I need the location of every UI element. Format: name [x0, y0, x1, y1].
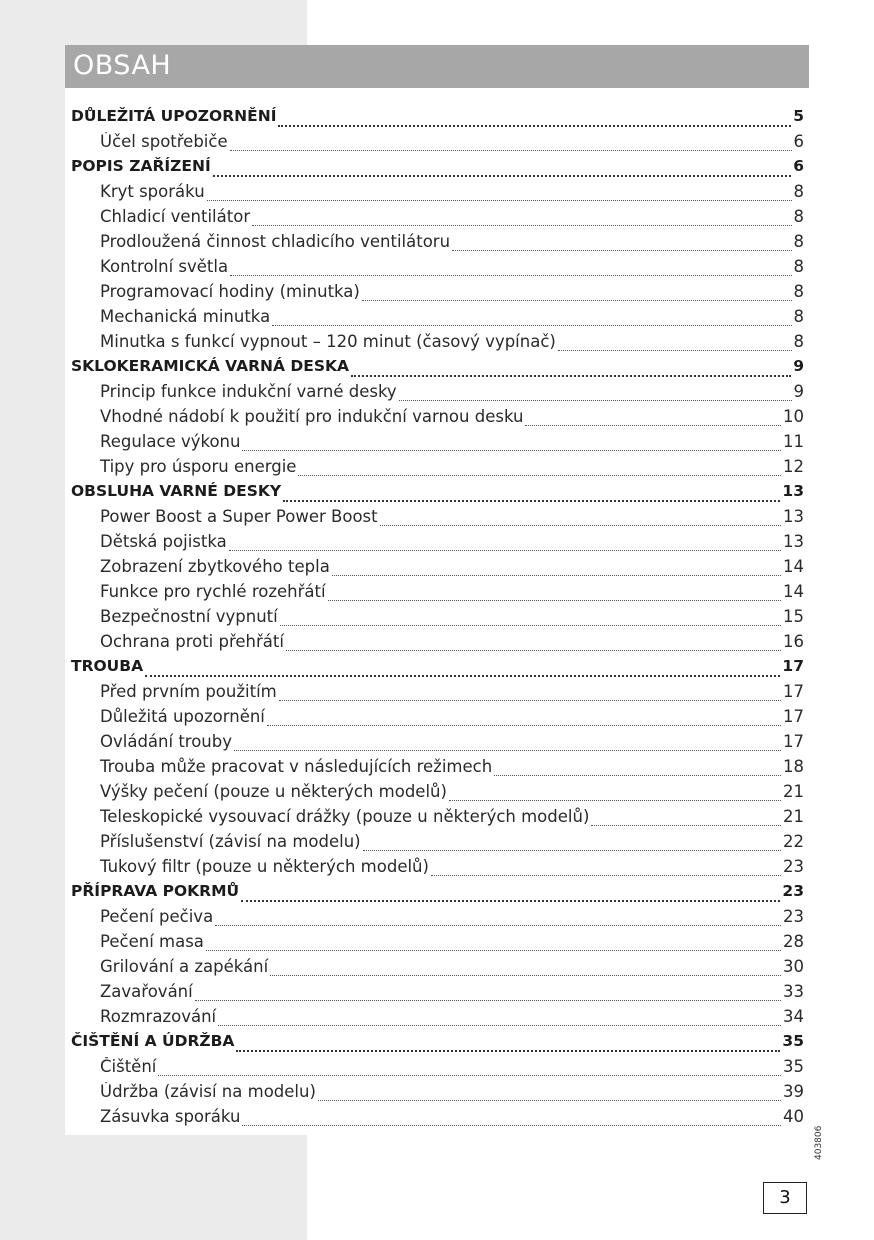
toc-entry-label: Rozmrazování [100, 1007, 217, 1026]
toc-subsection-entry[interactable] [71, 457, 804, 482]
toc-entry-label: Zobrazení zbytkového tepla [100, 557, 330, 576]
dot-leader [286, 632, 781, 657]
toc-entry-label: Zásuvka sporáku [100, 1107, 241, 1126]
toc-subsection-entry[interactable] [71, 407, 804, 432]
toc-subsection-entry[interactable] [71, 207, 804, 232]
toc-entry-label: Bezpečnostní vypnutí [100, 607, 278, 626]
dot-leader [279, 682, 781, 707]
table-of-contents [71, 107, 804, 1132]
dot-leader [278, 107, 791, 132]
toc-section-entry[interactable] [71, 357, 804, 382]
dot-leader [230, 132, 792, 157]
toc-entry-label: Před prvním použitím [100, 682, 277, 701]
dot-leader [242, 432, 781, 457]
toc-entry-page: 23 [783, 857, 804, 876]
toc-entry-page: 13 [783, 532, 804, 551]
toc-entry-page: 17 [783, 707, 804, 726]
toc-entry-page: 8 [793, 332, 804, 351]
toc-entry-page: 10 [783, 407, 804, 426]
dot-leader [252, 207, 791, 232]
toc-entry-page: 21 [783, 782, 804, 801]
toc-subsection-entry[interactable] [71, 557, 804, 582]
toc-entry-label: Programovací hodiny (minutka) [100, 282, 360, 301]
document-code: 403806 [814, 1125, 824, 1160]
toc-entry-page: 12 [783, 457, 804, 476]
toc-entry-label: OBSLUHA VARNÉ DESKY [71, 482, 282, 500]
toc-entry-page: 6 [793, 132, 804, 151]
toc-entry-label: Trouba může pracovat v následujících režimech [100, 757, 493, 776]
toc-subsection-entry[interactable] [71, 507, 804, 532]
page-number-box [763, 1182, 807, 1214]
toc-entry-label: Dětská pojistka [100, 532, 227, 551]
toc-entry-label: Ochrana proti přehřátí [100, 632, 284, 651]
toc-entry-page: 33 [783, 982, 804, 1001]
dot-leader [207, 182, 792, 207]
toc-entry-label: Grilování a zapékání [100, 957, 269, 976]
toc-entry-page: 23 [782, 882, 804, 900]
dot-leader [218, 1007, 781, 1032]
toc-subsection-entry[interactable] [71, 582, 804, 607]
dot-leader [280, 607, 781, 632]
toc-entry-label: POPIS ZAŘÍZENÍ [71, 157, 211, 175]
toc-entry-label: Tipy pro úsporu energie [100, 457, 297, 476]
toc-entry-page: 13 [782, 482, 804, 500]
toc-entry-page: 8 [793, 182, 804, 201]
toc-entry-label: PŘÍPRAVA POKRMŮ [71, 882, 240, 900]
toc-subsection-entry[interactable] [71, 332, 804, 357]
page-title: OBSAH [73, 50, 172, 81]
toc-entry-page: 18 [783, 757, 804, 776]
toc-entry-label: Kontrolní světla [100, 257, 229, 276]
toc-entry-page: 9 [793, 357, 804, 375]
toc-entry-page: 28 [783, 932, 804, 951]
toc-entry-label: Důležitá upozornění [100, 707, 265, 726]
toc-entry-page: 8 [793, 232, 804, 251]
toc-entry-page: 8 [793, 307, 804, 326]
toc-subsection-entry[interactable] [71, 857, 804, 882]
toc-entry-label: Chladicí ventilátor [100, 207, 251, 226]
toc-subsection-entry[interactable] [71, 607, 804, 632]
toc-entry-page: 34 [783, 1007, 804, 1026]
toc-subsection-entry[interactable] [71, 307, 804, 332]
dot-leader [213, 157, 791, 182]
toc-entry-page: 35 [783, 1057, 804, 1076]
toc-entry-label: Teleskopické vysouvací drážky (pouze u některých modelů) [100, 807, 590, 826]
dot-leader [241, 882, 780, 907]
toc-subsection-entry[interactable] [71, 382, 804, 407]
dot-leader [452, 232, 791, 257]
toc-subsection-entry[interactable] [71, 932, 804, 957]
toc-subsection-entry[interactable] [71, 532, 804, 557]
toc-section-entry[interactable] [71, 1032, 804, 1057]
toc-entry-label: Prodloužená činnost chladicího ventilátoru [100, 232, 451, 251]
dot-leader [229, 532, 781, 557]
dot-leader [236, 1032, 780, 1057]
toc-subsection-entry[interactable] [71, 982, 804, 1007]
toc-subsection-entry[interactable] [71, 707, 804, 732]
dot-leader [298, 457, 781, 482]
toc-subsection-entry[interactable] [71, 432, 804, 457]
dot-leader [449, 782, 781, 807]
dot-leader [431, 857, 781, 882]
toc-entry-page: 17 [783, 682, 804, 701]
dot-leader [362, 282, 792, 307]
dot-leader [380, 507, 781, 532]
toc-entry-page: 35 [782, 1032, 804, 1050]
toc-subsection-entry[interactable] [71, 632, 804, 657]
toc-entry-page: 23 [783, 907, 804, 926]
dot-leader [206, 932, 781, 957]
dot-leader [332, 557, 781, 582]
toc-entry-label: Pečení pečiva [100, 907, 214, 926]
toc-entry-label: DŮLEŽITÁ UPOZORNĚNÍ [71, 107, 277, 125]
toc-entry-label: Příslušenství (závisí na modelu) [100, 832, 361, 851]
toc-entry-page: 8 [793, 257, 804, 276]
toc-entry-page: 17 [783, 732, 804, 751]
toc-section-entry[interactable] [71, 482, 804, 507]
toc-entry-label: Ovládání trouby [100, 732, 232, 751]
toc-entry-page: 9 [793, 382, 804, 401]
toc-section-entry[interactable] [71, 882, 804, 907]
toc-entry-label: Funkce pro rychlé rozehřátí [100, 582, 326, 601]
dot-leader [363, 832, 781, 857]
toc-entry-page: 40 [783, 1107, 804, 1126]
toc-subsection-entry[interactable] [71, 182, 804, 207]
toc-entry-page: 14 [783, 557, 804, 576]
toc-entry-page: 22 [783, 832, 804, 851]
toc-subsection-entry[interactable] [71, 732, 804, 757]
toc-subsection-entry[interactable] [71, 807, 804, 832]
toc-entry-label: Vhodné nádobí k použití pro indukční varnou desku [100, 407, 524, 426]
toc-subsection-entry[interactable] [71, 132, 804, 157]
toc-panel [65, 45, 809, 1135]
toc-entry-label: Výšky pečení (pouze u některých modelů) [100, 782, 447, 801]
toc-entry-page: 17 [782, 657, 804, 675]
dot-leader [351, 357, 791, 382]
toc-entry-label: Zavařování [100, 982, 193, 1001]
dot-leader [270, 957, 781, 982]
toc-entry-label: Princip funkce indukční varné desky [100, 382, 397, 401]
toc-entry-label: Regulace výkonu [100, 432, 241, 451]
dot-leader [318, 1082, 781, 1107]
toc-entry-page: 5 [793, 107, 804, 125]
dot-leader [494, 757, 781, 782]
toc-subsection-entry[interactable] [71, 257, 804, 282]
toc-section-entry[interactable] [71, 657, 804, 682]
toc-entry-label: Minutka s funkcí vypnout – 120 minut (časový vypínač) [100, 332, 556, 351]
toc-entry-label: Čištění [100, 1057, 157, 1076]
dot-leader [215, 907, 781, 932]
page-number: 3 [779, 1187, 791, 1208]
toc-entry-page: 21 [783, 807, 804, 826]
toc-section-entry[interactable] [71, 157, 804, 182]
dot-leader [195, 982, 781, 1007]
toc-entry-page: 6 [793, 157, 804, 175]
toc-entry-label: ČIŠTĚNÍ A ÚDRŽBA [71, 1032, 235, 1050]
toc-entry-label: Kryt sporáku [100, 182, 205, 201]
dot-leader [145, 657, 780, 682]
toc-subsection-entry[interactable] [71, 782, 804, 807]
toc-entry-page: 11 [783, 432, 804, 451]
dot-leader [234, 732, 781, 757]
dot-leader [328, 582, 781, 607]
dot-leader [399, 382, 792, 407]
toc-entry-page: 8 [793, 282, 804, 301]
toc-subsection-entry[interactable] [71, 1057, 804, 1082]
toc-entry-label: Údržba (závisí na modelu) [100, 1082, 316, 1101]
dot-leader [158, 1057, 781, 1082]
dot-leader [558, 332, 792, 357]
toc-entry-page: 8 [793, 207, 804, 226]
toc-subsection-entry[interactable] [71, 282, 804, 307]
toc-entry-label: Tukový filtr (pouze u některých modelů) [100, 857, 429, 876]
toc-entry-label: Mechanická minutka [100, 307, 271, 326]
toc-entry-label: Účel spotřebiče [100, 132, 228, 151]
toc-subsection-entry[interactable] [71, 1082, 804, 1107]
toc-section-entry[interactable] [71, 107, 804, 132]
toc-subsection-entry[interactable] [71, 1007, 804, 1032]
toc-entry-page: 15 [783, 607, 804, 626]
dot-leader [591, 807, 781, 832]
dot-leader [267, 707, 781, 732]
toc-subsection-entry[interactable] [71, 957, 804, 982]
toc-entry-label: TROUBA [71, 657, 144, 675]
toc-subsection-entry[interactable] [71, 757, 804, 782]
toc-subsection-entry[interactable] [71, 1107, 804, 1132]
toc-entry-label: Pečení masa [100, 932, 204, 951]
toc-subsection-entry[interactable] [71, 682, 804, 707]
toc-entry-page: 39 [783, 1082, 804, 1101]
toc-entry-page: 16 [783, 632, 804, 651]
dot-leader [230, 257, 791, 282]
toc-entry-label: Power Boost a Super Power Boost [100, 507, 378, 526]
dot-leader [272, 307, 791, 332]
title-bar [65, 45, 809, 88]
dot-leader [283, 482, 780, 507]
toc-subsection-entry[interactable] [71, 907, 804, 932]
toc-subsection-entry[interactable] [71, 232, 804, 257]
toc-entry-page: 14 [783, 582, 804, 601]
toc-subsection-entry[interactable] [71, 832, 804, 857]
toc-entry-page: 13 [783, 507, 804, 526]
dot-leader [242, 1107, 781, 1132]
toc-entry-label: SKLOKERAMICKÁ VARNÁ DESKA [71, 357, 350, 375]
dot-leader [525, 407, 781, 432]
toc-entry-page: 30 [783, 957, 804, 976]
